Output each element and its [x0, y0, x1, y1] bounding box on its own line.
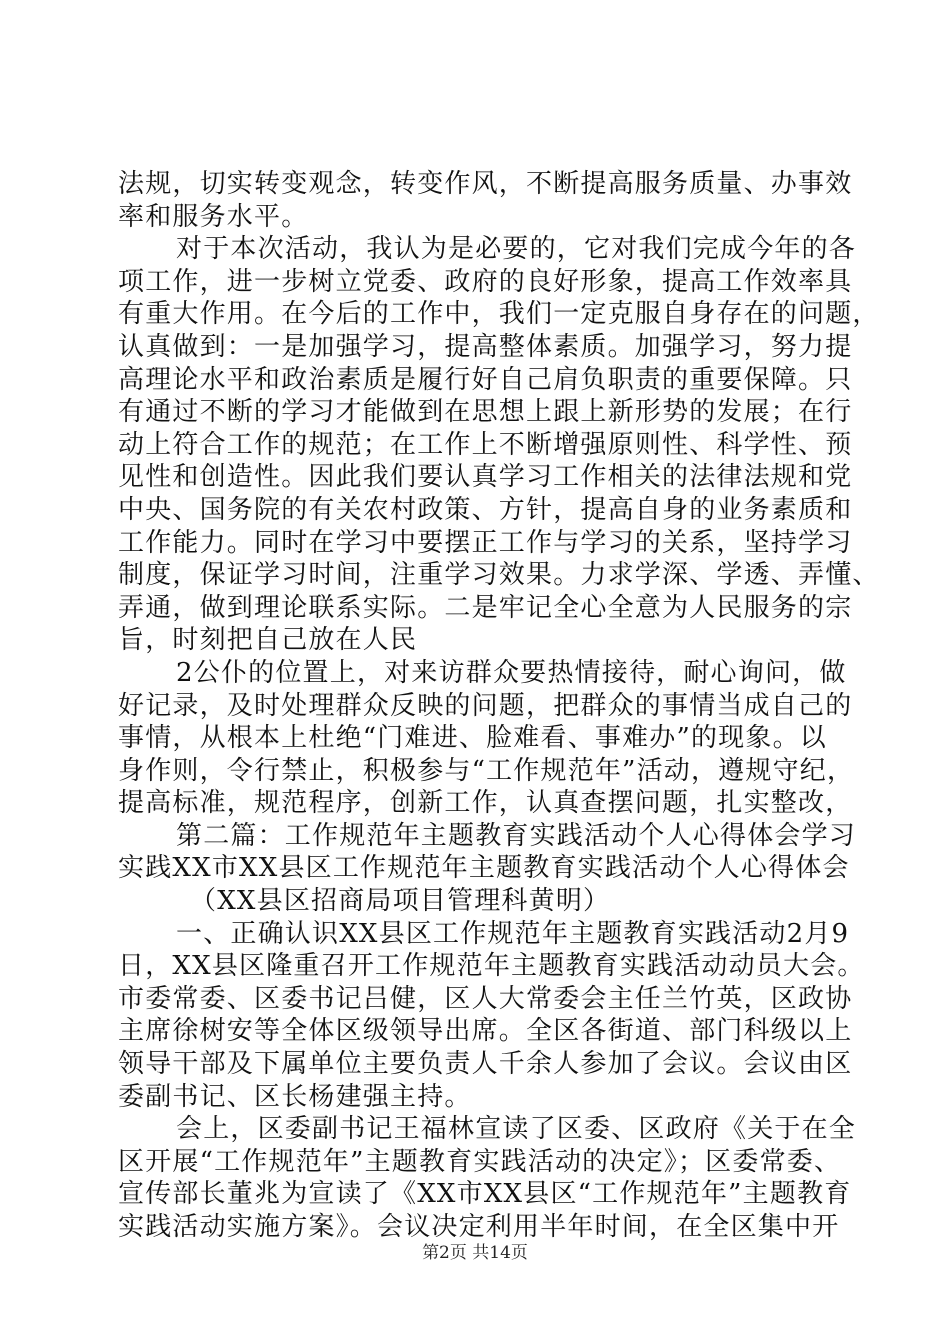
text-line: 见性和创造性。因此我们要认真学习工作相关的法律法规和党	[118, 462, 853, 493]
section-heading: 第二篇：工作规范年主题教育实践活动个人心得体会学习	[176, 820, 857, 851]
text-line: 提高标准，规范程序，创新工作，认真查摆问题，扎实整改，	[118, 788, 853, 819]
text-line: 制度，保证学习时间，注重学习效果。力求学深、学透、弄懂、	[118, 560, 880, 591]
text-line: 委副书记、区长杨建强主持。	[118, 1081, 472, 1112]
text-line: 认真做到：一是加强学习，提高整体素质。加强学习，努力提	[118, 331, 853, 362]
text-line: 日，XX县区隆重召开工作规范年主题教育实践活动动员大会。	[118, 951, 865, 982]
text-line: 实践活动实施方案》。会议决定利用半年时间，在全区集中开	[118, 1212, 840, 1242]
text-line: 高理论水平和政治素质是履行好自己肩负职责的重要保障。只	[118, 364, 853, 395]
text-line: 身作则，令行禁止，积极参与“工作规范年”活动，遵规守纪，	[118, 755, 855, 786]
text-line: 中央、国务院的有关农村政策、方针，提高自身的业务素质和	[118, 494, 853, 525]
text-line: 有重大作用。在今后的工作中，我们一定克服自身存在的问题，	[118, 299, 880, 330]
text-line: 会上，区委副书记王福林宣读了区委、区政府《关于在全	[176, 1114, 857, 1145]
body-text	[118, 168, 880, 1244]
text-line: 市委常委、区委书记吕健，区人大常委会主任兰竹英，区政协	[118, 983, 853, 1014]
text-line: 弄通，做到理论联系实际。二是牢记全心全意为人民服务的宗	[118, 592, 853, 623]
text-line: 法规，切实转变观念，转变作风，不断提高服务质量、办事效	[118, 169, 853, 199]
text-line: 工作能力。同时在学习中要摆正工作与学习的关系，坚持学习	[118, 527, 853, 558]
text-line: 主席徐树安等全体区级领导出席。全区各街道、部门科级以上	[118, 1016, 853, 1047]
text-line: 好记录，及时处理群众反映的问题，把群众的事情当成自己的	[118, 690, 853, 721]
text-line: 有通过不断的学习才能做到在思想上跟上新形势的发展；在行	[118, 397, 853, 428]
section-heading: 实践XX市XX县区工作规范年主题教育实践活动个人心得体会	[118, 853, 850, 884]
text-line: 一、正确认识XX县区工作规范年主题教育实践活动2月9	[176, 918, 850, 949]
page-number: 第2页 共14页	[422, 1243, 528, 1263]
text-line: 率和服务水平。	[118, 201, 309, 232]
text-line: 旨，时刻把自己放在人民	[118, 625, 418, 656]
text-line: 2公仆的位置上，对来访群众要热情接待，耐心询问，做	[176, 657, 847, 688]
text-line: 项工作，进一步树立党委、政府的良好形象，提高工作效率具	[118, 266, 853, 297]
text-line: 动上符合工作的规范；在工作上不断增强原则性、科学性、预	[118, 429, 853, 460]
text-line: 宣传部长董兆为宣读了《XX市XX县区“工作规范年”主题教育	[118, 1179, 852, 1210]
author-line: （XX县区招商局项目管理科黄明）	[190, 886, 611, 917]
text-line: 领导干部及下属单位主要负责人千余人参加了会议。会议由区	[118, 1049, 853, 1080]
text-line: 对于本次活动，我认为是必要的，它对我们完成今年的各	[176, 234, 857, 265]
page-footer	[0, 1238, 950, 1263]
text-line: 区开展“工作规范年”主题教育实践活动的决定》；区委常委、	[118, 1146, 842, 1177]
text-line: 事情，从根本上杜绝“门难进、脸难看、事难办”的现象。以	[118, 723, 827, 754]
